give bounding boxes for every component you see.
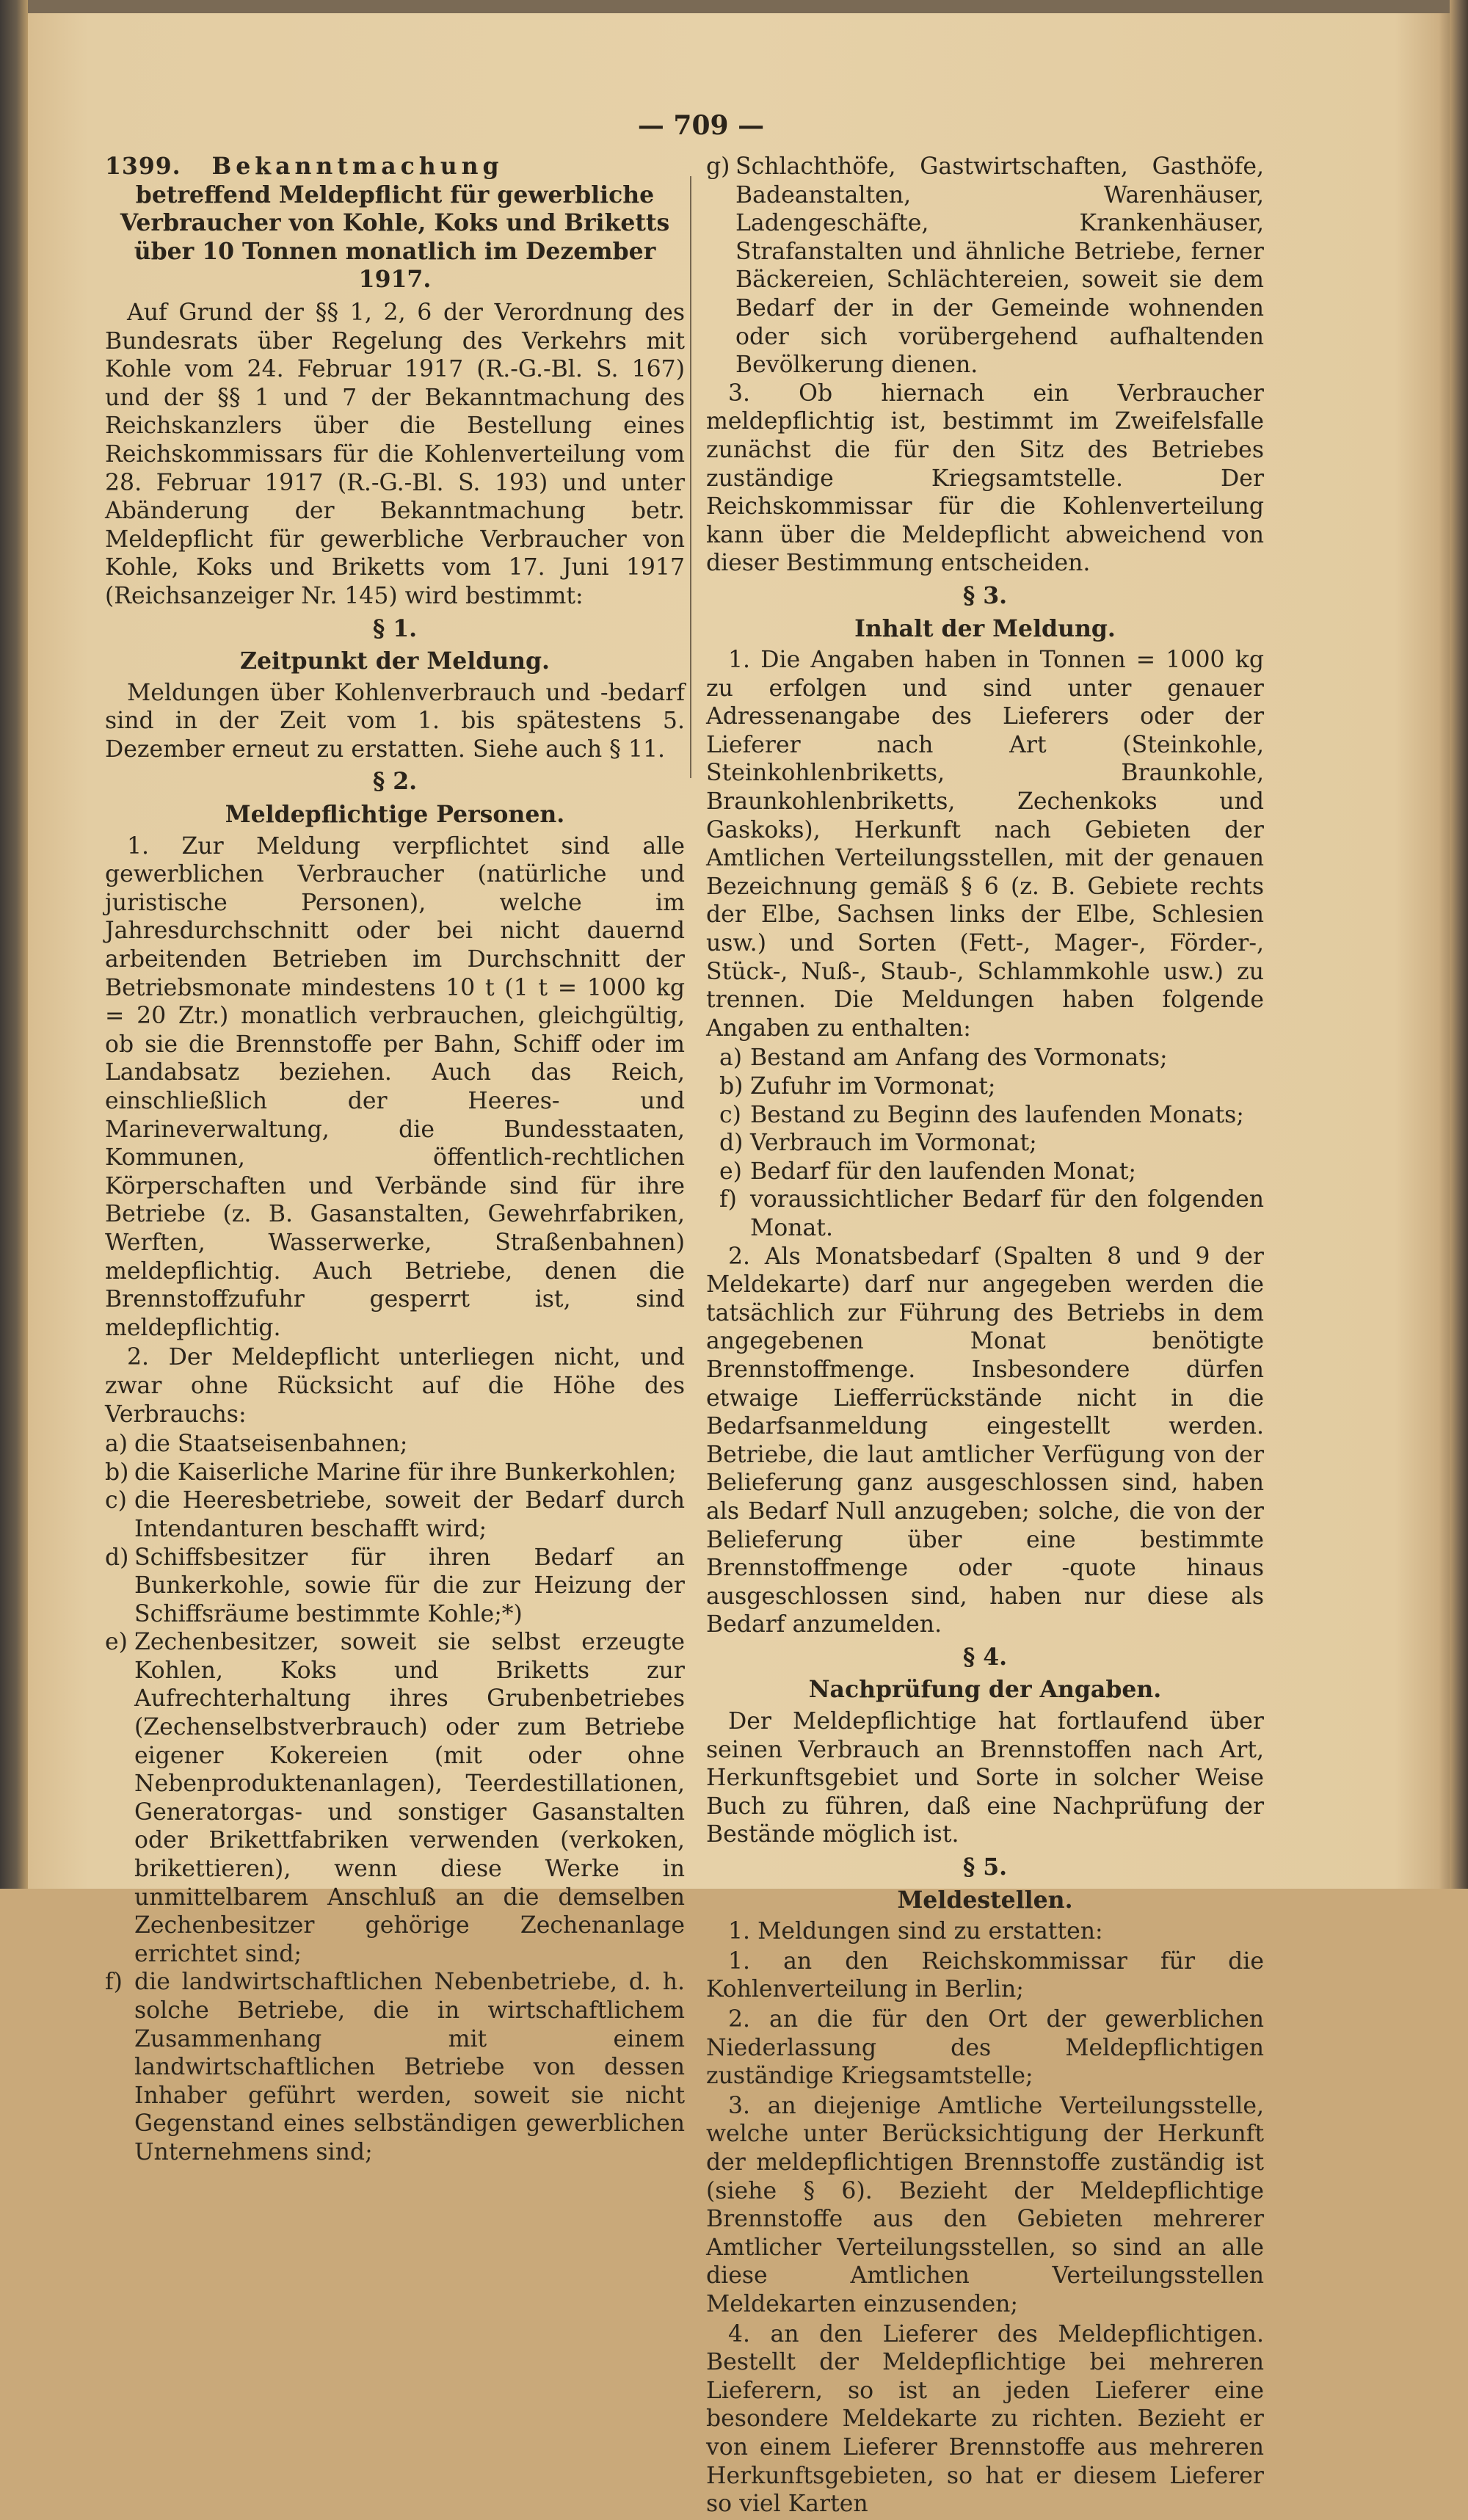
column-divider [690, 176, 691, 778]
page-number: — 709 — [637, 110, 765, 141]
list-item: b) die Kaiserliche Marine für ihre Bunkerkohlen; [105, 1459, 677, 1486]
section-3-title: Inhalt der Meldung. [854, 614, 1116, 642]
section-4-number: § 4. [962, 1643, 1008, 1671]
section-2-title: Meldepflichtige Personen. [225, 801, 565, 829]
list-item: g) Schlachthöfe, Gastwirtschaften, Gasthöfe, Badeanstalten, Warenhäuser, Ladengeschäfte, Krankenhäuser, Strafanstalten und ähnliche Betriebe, ferner Bäckereien, Schlächtereien, soweit sie dem Bedarf der in der Gemeinde wohnenden oder sich vorübergehend aufhaltenden Bevölkerung dienen. [706, 153, 1264, 379]
section-2-number: § 2. [372, 768, 418, 796]
section-2-paragraph-1: 1. Zur Meldung verpflichtet sind alle gewerblichen Verbraucher (natürliche und juristische Personen), welche im Jahresdurchschnitt oder bei nicht dauernd arbeitenden Betrieben im Durchschnitt der Betriebsmonate mindestens 10 t (1 t = 1000 kg = 20 Ztr.) monatlich verbrauchen, gleichgültig, ob sie die Brennstoffe per Bahn, Schiff oder im Landabsatz beziehen. Auch das Reich, einschließlich der Heeres- und Marineverwaltung, die Bundesstaaten, Kommunen, öffentlich-rechtlichen Körperschaften und Verbände sind für ihre Betriebe (z. B. Gasanstalten, Gewehrfabriken, Werften, Wasserwerke, Straßenbahnen) meldepflichtig. Auch Betriebe, denen die Brennstoffzufuhr gesperrt ist, sind meldepflichtig. [105, 832, 685, 1341]
book-binding-top [0, 0, 1468, 13]
section-5-item-1: 1. an den Reichskommissar für die Kohlenverteilung in Berlin; [706, 1947, 1264, 2003]
list-item: e) Bedarf für den laufenden Monat; [719, 1158, 1136, 1185]
exemption-list [105, 1430, 685, 2166]
list-item: e) Zechenbesitzer, soweit sie selbst erzeugte Kohlen, Koks und Briketts zur Aufrechterhaltung ihres Grubenbetriebes (Zechenselbstverbrauch) oder zum Betriebe eigener Kokereien (mit oder ohne Nebenproduktenanlagen), Teerdestillationen, Generatorgas- und sonstiger Gasanstalten oder Brikettfabriken verwenden (verkoken, brikettieren), wenn diese Werke in unmittelbarem Anschluß an die demselben Zechenbesitzer gehörige Zechenanlage errichtet sind; [105, 1629, 685, 1967]
announcement-header [105, 153, 685, 181]
section-5-title: Meldestellen. [897, 1886, 1073, 1914]
section-4-title: Nachprüfung der Angaben. [808, 1676, 1162, 1704]
section-3-number: § 3. [962, 581, 1008, 609]
section-4-text: Der Meldepflichtige hat fortlaufend über seinen Verbrauch an Brennstoffen nach Art, Herkunftsgebiet und Sorte in solcher Weise Buch zu führen, daß eine Nachprüfung der Bestände möglich ist. [706, 1708, 1264, 1848]
section-2-paragraph-3: 3. Ob hiernach ein Verbraucher meldepflichtig ist, bestimmt im Zweifelsfalle zunächst die für den Sitz des Betriebes zuständige Kriegsamtstelle. Der Reichskommissar für die Kohlenverteilung kann über die Meldepflicht abweichend von dieser Bestimmung entscheiden. [706, 380, 1264, 577]
section-3-paragraph-2: 2. Als Monatsbedarf (Spalten 8 und 9 der Meldekarte) darf nur angegeben werden die tatsächlich zur Führung des Betriebs in dem angegebenen Monat benötigte Brennstoffmenge. Insbesondere dürfen etwaige Liefferrückstände nicht in die Bedarfsanmeldung eingestellt werden. Betriebe, die laut amtlicher Verfügung von der Belieferung ganz ausgeschlossen sind, haben als Bedarf Null anzugeben; solche, die von der Belieferung über eine bestimmte Brennstoffmenge oder -quote hinaus ausgeschlossen sind, haben nur diese als Bedarf anzumelden. [706, 1243, 1264, 1638]
left-column [105, 153, 685, 2167]
section-5-item-4: 4. an den Lieferer des Meldepflichtigen. Bestellt der Meldepflichtige bei mehreren Lieferern, so ist an jeden Lieferer eine besondere Meldekarte zu richten. Bezieht er von einem Lieferer Brennstoffe aus mehreren Herkunftsgebieten, so hat er diesem Lieferer so viel Karten [706, 2320, 1264, 2518]
report-contents-list [706, 1044, 1264, 1242]
section-5-item-3: 3. an diejenige Amtliche Verteilungsstelle, welche unter Berücksichtigung der Herkunft der meldepflichtigen Brennstoffe zuständig ist (siehe § 6). Bezieht der Meldepflichtige Brennstoffe aus den Gebieten mehrerer Amtlicher Verteilungsstellen, so sind an alle diese Amtlichen Verteilungsstellen Meldekarten einzusenden; [706, 2092, 1264, 2317]
list-item: b) Zufuhr im Vormonat; [719, 1073, 996, 1100]
list-item: d) Schiffsbesitzer für ihren Bedarf an Bunkerkohle, sowie für die zur Heizung der Schiffsräume bestimmte Kohle;*) [105, 1544, 685, 1627]
list-item: c) Bestand zu Beginn des laufenden Monats; [719, 1101, 1244, 1128]
book-binding-right [1450, 0, 1468, 1889]
list-item: f) die landwirtschaftlichen Nebenbetriebe, d. h. solche Betriebe, die in wirtschaftlichem Zusammenhang mit einem landwirtschaftlichen Betriebe von dessen Inhaber geführt werden, soweit sie nicht Gegenstand eines selbständigen gewerblichen Unternehmens sind; [105, 1969, 685, 2165]
list-item: a) die Staatseisenbahnen; [105, 1431, 408, 1458]
preamble: Auf Grund der §§ 1, 2, 6 der Verordnung des Bundesrats über Regelung des Verkehrs mit Kohle vom 24. Februar 1917 (R.-G.-Bl. S. 167) und der §§ 1 und 7 der Bekanntmachung des Reichskanzlers über die Bestellung eines Reichskommissars für die Kohlenverteilung vom 28. Februar 1917 (R.-G.-Bl. S. 193) und unter Abänderung der Bekanntmachung betr. Meldepflicht für gewerbliche Verbraucher von Kohle, Koks und Briketts vom 17. Juni 1917 (Reichsanzeiger Nr. 145) wird bestimmt: [105, 299, 685, 609]
section-1-title: Zeitpunkt der Meldung. [239, 647, 550, 675]
exemption-list-continued [706, 153, 1264, 380]
section-1-text: Meldungen über Kohlenverbrauch und -bedarf sind in der Zeit vom 1. bis spätestens 5. Dezember erneut zu erstatten. Siehe auch § 11. [105, 679, 685, 763]
section-2-paragraph-2: 2. Der Meldepflicht unterliegen nicht, und zwar ohne Rücksicht auf die Höhe des Verbrauchs: [105, 1344, 685, 1428]
list-item: d) Verbrauch im Vormonat; [719, 1130, 1037, 1157]
announcement-subject: betreffend Meldepflicht für gewerbliche Verbraucher von Kohle, Koks und Briketts über 10 Tonnen monatlich im Dezember 1917. [120, 181, 670, 294]
section-3-paragraph-1: 1. Die Angaben haben in Tonnen = 1000 kg zu erfolgen und sind unter genauer Adressenangabe des Lieferers oder der Lieferer nach Art (Steinkohle, Steinkohlenbriketts, Braunkohle, Braunkohlenbriketts, Zechenkoks und Gaskoks), Herkunft nach Gebieten der Amtlichen Verteilungsstellen, mit der genauen Bezeichnung gemäß § 6 (z. B. Gebiete rechts der Elbe, Sachsen links der Elbe, Schlesien usw.) und Sorten (Fett-, Mager-, Förder-, Stück-, Nuß-, Staub-, Schlammkohle usw.) zu trennen. Die Meldungen haben folgende Angaben zu enthalten: [706, 647, 1264, 1042]
section-5-number: § 5. [962, 1853, 1008, 1881]
section-5-intro: 1. Meldungen sind zu erstatten: [728, 1918, 1103, 1945]
announcement-title: Bekanntmachung [211, 153, 504, 180]
list-item: c) die Heeresbetriebe, soweit der Bedarf durch Intendanturen beschafft wird; [105, 1487, 685, 1542]
list-item: a) Bestand am Anfang des Vormonats; [719, 1045, 1168, 1072]
book-binding-left [0, 0, 28, 1889]
right-column [706, 153, 1264, 2520]
section-1-number: § 1. [372, 614, 418, 642]
section-5-item-2: 2. an die für den Ort der gewerblichen Niederlassung des Meldepflichtigen zuständige Kriegsamtstelle; [706, 2006, 1264, 2090]
announcement-number: 1399. [105, 153, 181, 180]
list-item: f) voraussichtlicher Bedarf für den folgenden Monat. [719, 1186, 1264, 1241]
